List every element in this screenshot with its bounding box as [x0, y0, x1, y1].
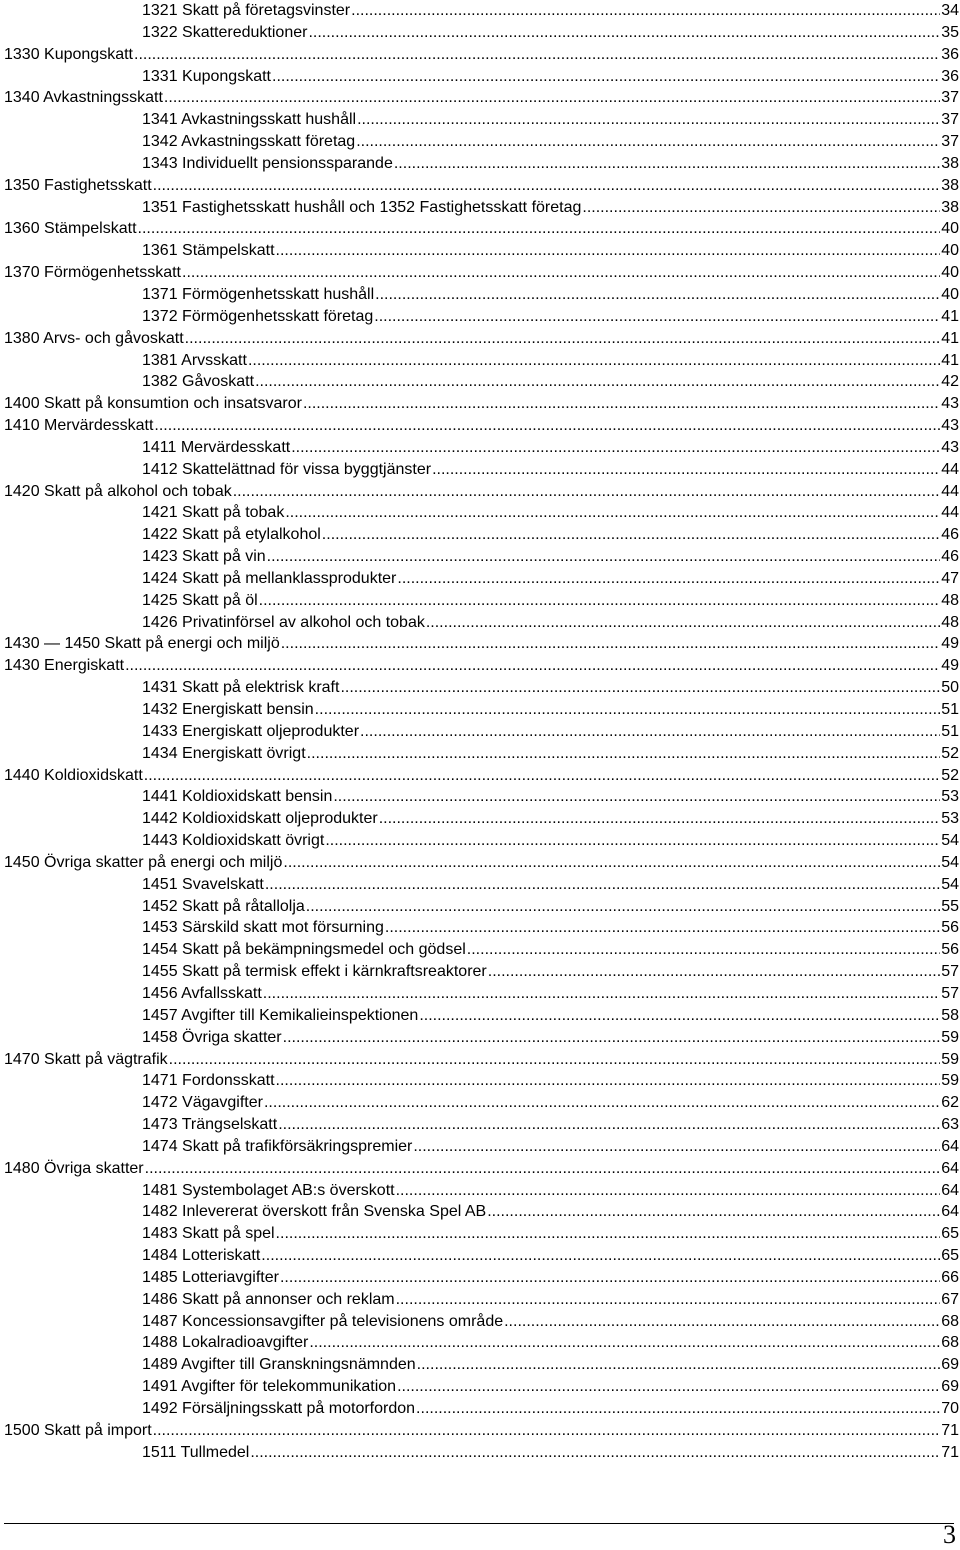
toc-entry[interactable]: [4, 721, 959, 743]
toc-entry-page: 35: [941, 23, 959, 41]
toc-entry-title: 1381 Arvsskatt: [142, 351, 247, 369]
toc-entry-page: 36: [941, 45, 959, 63]
toc-entry-page: 40: [941, 242, 959, 260]
toc-entry-page: 58: [941, 1006, 959, 1024]
toc-entry[interactable]: [4, 328, 959, 350]
dot-leader: [394, 153, 940, 175]
toc-entry-page: 59: [941, 1072, 959, 1090]
toc-entry-title: 1480 Övriga skatter: [4, 1159, 144, 1177]
dot-leader: [309, 1332, 940, 1354]
toc-entry-page: 38: [941, 176, 959, 194]
dot-leader: [307, 743, 940, 765]
dot-leader: [413, 1136, 940, 1158]
toc-entry[interactable]: [4, 1136, 959, 1158]
dot-leader: [182, 262, 940, 284]
toc-entry-title: 1470 Skatt på vägtrafik: [4, 1050, 168, 1068]
toc-entry-title: 1350 Fastighetsskatt: [4, 176, 152, 194]
dot-leader: [267, 546, 940, 568]
toc-entry[interactable]: [4, 808, 959, 830]
toc-entry-title: 1424 Skatt på mellanklassprodukter: [142, 569, 397, 587]
toc-entry-page: 49: [941, 657, 959, 675]
toc-entry[interactable]: [4, 1180, 959, 1202]
toc-entry[interactable]: [4, 284, 959, 306]
toc-entry-title: 1484 Lotteriskatt: [142, 1247, 261, 1265]
toc-entry-page: 57: [941, 963, 959, 981]
toc-entry-title: 1441 Koldioxidskatt bensin: [142, 788, 333, 806]
dot-leader: [360, 721, 940, 743]
toc-entry[interactable]: [4, 22, 959, 44]
toc-entry[interactable]: [4, 218, 959, 240]
dot-leader: [153, 175, 940, 197]
toc-entry[interactable]: [4, 1049, 959, 1071]
toc-entry[interactable]: [4, 1311, 959, 1333]
toc-entry-page: 51: [941, 722, 959, 740]
toc-entry-title: 1423 Skatt på vin: [142, 548, 266, 566]
dot-leader: [250, 1442, 940, 1464]
toc-entry[interactable]: [4, 44, 959, 66]
dot-leader: [138, 218, 940, 240]
toc-entry[interactable]: [4, 350, 959, 372]
toc-entry-title: 1321 Skatt på företagsvinster: [142, 2, 351, 19]
dot-leader: [397, 1376, 940, 1398]
dot-leader: [263, 983, 940, 1005]
toc-entry[interactable]: [4, 459, 959, 481]
toc-entry[interactable]: [4, 765, 959, 787]
toc-entry-title: 1451 Svavelskatt: [142, 875, 264, 893]
toc-entry-title: 1473 Trängselskatt: [142, 1116, 278, 1134]
toc-entry[interactable]: [4, 546, 959, 568]
toc-entry-page: 69: [941, 1356, 959, 1374]
dot-leader: [375, 284, 940, 306]
toc-entry-title: 1486 Skatt på annonser och reklam: [142, 1290, 395, 1308]
toc-entry-title: 1450 Övriga skatter på energi och miljö: [4, 853, 283, 871]
toc-entry-page: 46: [941, 548, 959, 566]
dot-leader: [432, 459, 940, 481]
toc-entry-page: 46: [941, 526, 959, 544]
toc-entry-title: 1440 Koldioxidskatt: [4, 766, 143, 784]
dot-leader: [185, 328, 940, 350]
toc-entry-title: 1426 Privatinförsel av alkohol och tobak: [142, 613, 425, 631]
dot-leader: [285, 502, 940, 524]
toc-entry-title: 1471 Fordonsskatt: [142, 1072, 275, 1090]
toc-entry-page: 47: [941, 569, 959, 587]
toc-entry[interactable]: [4, 502, 959, 524]
toc-entry-title: 1485 Lotteriavgifter: [142, 1268, 279, 1286]
dot-leader: [280, 1267, 940, 1289]
toc-entry[interactable]: [4, 153, 959, 175]
dot-leader: [397, 568, 940, 590]
toc-entry[interactable]: [4, 677, 959, 699]
toc-entry[interactable]: [4, 87, 959, 109]
toc-entry-page: 43: [941, 395, 959, 413]
toc-entry-title: 1488 Lokalradioavgifter: [142, 1334, 309, 1352]
toc-entry-page: 48: [941, 591, 959, 609]
toc-entry-title: 1340 Avkastningsskatt: [4, 89, 163, 107]
toc-entry-title: 1482 Inlevererat överskott från Svenska Spel AB: [142, 1203, 487, 1221]
toc-entry-title: 1432 Energiskatt bensin: [142, 701, 314, 718]
toc-entry-page: 43: [941, 438, 959, 456]
toc-entry-page: 54: [941, 875, 959, 893]
toc-entry[interactable]: [4, 830, 959, 852]
toc-entry-title: 1511 Tullmedel: [142, 1443, 250, 1461]
toc-entry-page: 63: [941, 1116, 959, 1134]
toc-entry[interactable]: [4, 1114, 959, 1136]
toc-entry-page: 41: [941, 351, 959, 369]
toc-entry-page: 71: [941, 1443, 959, 1461]
toc-entry-title: 1456 Avfallsskatt: [142, 984, 262, 1002]
toc-entry-title: 1400 Skatt på konsumtion och insatsvaror: [4, 395, 302, 413]
toc-entry-title: 1380 Arvs- och gåvoskatt: [4, 329, 184, 347]
dot-leader: [351, 0, 940, 22]
toc-entry-page: 59: [941, 1028, 959, 1046]
toc-entry[interactable]: [4, 1332, 959, 1354]
toc-entry-title: 1410 Mervärdesskatt: [4, 417, 154, 435]
dot-leader: [467, 939, 940, 961]
toc-entry[interactable]: [4, 109, 959, 131]
toc-entry-title: 1487 Koncessionsavgifter på televisionens område: [142, 1312, 504, 1330]
dot-leader: [487, 1201, 940, 1223]
toc-entry[interactable]: [4, 568, 959, 590]
toc-entry[interactable]: [4, 415, 959, 437]
toc-entry[interactable]: [4, 743, 959, 765]
toc-entry[interactable]: [4, 874, 959, 896]
toc-entry[interactable]: [4, 786, 959, 808]
toc-entry[interactable]: [4, 240, 959, 262]
toc-entry-page: 64: [941, 1159, 959, 1177]
dot-leader: [276, 1070, 940, 1092]
toc-entry-title: 1434 Energiskatt övrigt: [142, 744, 306, 762]
dot-leader: [356, 131, 940, 153]
toc-entry-title: 1330 Kupongskatt: [4, 45, 133, 63]
toc-entry-title: 1372 Förmögenhetsskatt företag: [142, 307, 374, 325]
toc-entry[interactable]: [4, 1354, 959, 1376]
toc-entry[interactable]: [4, 371, 959, 393]
dot-leader: [169, 1049, 940, 1071]
toc-entry-title: 1433 Energiskatt oljeprodukter: [142, 722, 360, 740]
toc-entry-page: 71: [941, 1421, 959, 1439]
dot-leader: [504, 1311, 940, 1333]
toc-entry[interactable]: [4, 1092, 959, 1114]
dot-leader: [291, 437, 940, 459]
toc-entry-page: 53: [941, 788, 959, 806]
toc-entry[interactable]: [4, 1442, 959, 1464]
dot-leader: [357, 109, 940, 131]
dot-leader: [164, 87, 940, 109]
toc-entry[interactable]: [4, 633, 959, 655]
dot-leader: [278, 1114, 940, 1136]
toc-entry[interactable]: [4, 961, 959, 983]
toc-entry-page: 37: [941, 89, 959, 107]
toc-entry-title: 1420 Skatt på alkohol och tobak: [4, 482, 232, 500]
toc-entry-title: 1431 Skatt på elektrisk kraft: [142, 679, 340, 697]
toc-entry-title: 1483 Skatt på spel: [142, 1225, 275, 1243]
toc-entry-page: 38: [941, 154, 959, 172]
toc-entry[interactable]: [4, 1070, 959, 1092]
toc-entry-page: 65: [941, 1247, 959, 1265]
dot-leader: [265, 874, 940, 896]
dot-leader: [333, 786, 940, 808]
dot-leader: [426, 612, 940, 634]
toc-entry-page: 41: [941, 307, 959, 325]
toc-entry[interactable]: [4, 437, 959, 459]
toc-entry-title: 1452 Skatt på råtallolja: [142, 897, 305, 915]
toc-entry[interactable]: [4, 590, 959, 612]
dot-leader: [488, 961, 940, 983]
toc-entry-page: 40: [941, 264, 959, 282]
toc-entry-title: 1425 Skatt på öl: [142, 591, 258, 609]
dot-leader: [315, 699, 940, 721]
toc-entry-title: 1351 Fastighetsskatt hushåll och 1352 Fastighetsskatt företag: [142, 198, 582, 216]
toc-entry-page: 52: [941, 744, 959, 762]
toc-entry-title: 1331 Kupongskatt: [142, 67, 271, 85]
toc-entry[interactable]: [4, 1245, 959, 1267]
dot-leader: [379, 808, 940, 830]
toc-entry-page: 44: [941, 482, 959, 500]
toc-entry-page: 37: [941, 133, 959, 151]
dot-leader: [417, 1354, 940, 1376]
dot-leader: [125, 655, 940, 677]
toc-entry-page: 54: [941, 853, 959, 871]
toc-entry-page: 55: [941, 897, 959, 915]
table-of-contents: [4, 0, 959, 1464]
toc-entry[interactable]: [4, 1158, 959, 1180]
toc-entry-page: 57: [941, 984, 959, 1002]
toc-entry[interactable]: [4, 896, 959, 918]
dot-leader: [153, 1420, 940, 1442]
toc-entry-page: 68: [941, 1312, 959, 1330]
toc-entry-page: 56: [941, 919, 959, 937]
toc-entry-title: 1454 Skatt på bekämpningsmedel och gödsel: [142, 941, 466, 959]
toc-entry-title: 1422 Skatt på etylalkohol: [142, 526, 321, 544]
toc-entry-page: 40: [941, 220, 959, 238]
dot-leader: [396, 1289, 940, 1311]
dot-leader: [281, 633, 940, 655]
toc-entry[interactable]: [4, 175, 959, 197]
toc-entry-page: 38: [941, 198, 959, 216]
toc-entry-title: 1370 Förmögenhetsskatt: [4, 264, 181, 282]
toc-entry-page: 69: [941, 1378, 959, 1396]
dot-leader: [582, 197, 940, 219]
footer-rule: [4, 1523, 954, 1524]
toc-entry[interactable]: [4, 1267, 959, 1289]
dot-leader: [134, 44, 940, 66]
dot-leader: [340, 677, 940, 699]
dot-leader: [255, 371, 940, 393]
dot-leader: [276, 1223, 940, 1245]
toc-entry-page: 52: [941, 766, 959, 784]
toc-entry[interactable]: [4, 852, 959, 874]
dot-leader: [272, 66, 940, 88]
toc-entry-title: 1458 Övriga skatter: [142, 1028, 282, 1046]
toc-entry-page: 70: [941, 1400, 959, 1417]
toc-entry[interactable]: [4, 131, 959, 153]
dot-leader: [396, 1180, 940, 1202]
toc-entry-page: 51: [941, 701, 959, 718]
toc-entry-title: 1360 Stämpelskatt: [4, 220, 137, 238]
toc-entry-page: 68: [941, 1334, 959, 1352]
dot-leader: [276, 240, 940, 262]
toc-entry[interactable]: [4, 524, 959, 546]
toc-entry[interactable]: [4, 917, 959, 939]
toc-entry-title: 1442 Koldioxidskatt oljeprodukter: [142, 810, 378, 828]
dot-leader: [322, 524, 940, 546]
toc-entry[interactable]: [4, 655, 959, 677]
toc-entry[interactable]: [4, 1398, 959, 1420]
toc-entry[interactable]: [4, 1027, 959, 1049]
toc-entry-title: 1411 Mervärdesskatt: [142, 438, 291, 456]
toc-entry-page: 54: [941, 832, 959, 850]
dot-leader: [154, 415, 940, 437]
toc-entry-page: 50: [941, 679, 959, 697]
toc-entry[interactable]: [4, 1005, 959, 1027]
dot-leader: [374, 306, 940, 328]
toc-entry-title: 1343 Individuellt pensionssparande: [142, 154, 393, 172]
toc-entry[interactable]: [4, 481, 959, 503]
dot-leader: [325, 830, 940, 852]
toc-entry[interactable]: [4, 1420, 959, 1442]
toc-entry-page: 43: [941, 417, 959, 435]
toc-entry-page: 40: [941, 285, 959, 303]
toc-entry-page: 42: [941, 373, 959, 391]
dot-leader: [145, 1158, 940, 1180]
toc-entry[interactable]: [4, 66, 959, 88]
toc-entry-page: 36: [941, 67, 959, 85]
toc-entry[interactable]: [4, 1223, 959, 1245]
toc-entry-title: 1457 Avgifter till Kemikalieinspektionen: [142, 1006, 419, 1024]
toc-entry-page: 49: [941, 635, 959, 653]
dot-leader: [283, 852, 940, 874]
dot-leader: [306, 896, 940, 918]
toc-entry-title: 1443 Koldioxidskatt övrigt: [142, 832, 325, 850]
dot-leader: [308, 22, 940, 44]
toc-entry-page: 44: [941, 504, 959, 522]
toc-entry[interactable]: [4, 1201, 959, 1223]
toc-entry-page: 34: [941, 2, 959, 19]
toc-entry-title: 1474 Skatt på trafikförsäkringspremier: [142, 1137, 413, 1155]
toc-entry-title: 1430 — 1450 Skatt på energi och miljö: [4, 635, 280, 653]
dot-leader: [144, 765, 940, 787]
toc-entry-title: 1382 Gåvoskatt: [142, 373, 255, 391]
toc-entry[interactable]: [4, 393, 959, 415]
dot-leader: [303, 393, 940, 415]
toc-entry-title: 1322 Skattereduktioner: [142, 23, 308, 41]
toc-entry-title: 1491 Avgifter för telekommunikation: [142, 1378, 397, 1396]
toc-entry[interactable]: [4, 0, 959, 22]
dot-leader: [248, 350, 940, 372]
toc-entry-page: 65: [941, 1225, 959, 1243]
toc-entry-page: 44: [941, 460, 959, 478]
toc-entry-title: 1455 Skatt på termisk effekt i kärnkraftsreaktorer: [142, 963, 487, 981]
toc-entry-title: 1341 Avkastningsskatt hushåll: [142, 111, 357, 129]
toc-entry-page: 66: [941, 1268, 959, 1286]
page-number: 3: [943, 1520, 956, 1549]
toc-entry[interactable]: [4, 1289, 959, 1311]
toc-entry-title: 1453 Särskild skatt mot försurning: [142, 919, 384, 937]
toc-entry-page: 56: [941, 941, 959, 959]
toc-entry-title: 1430 Energiskatt: [4, 657, 125, 675]
toc-entry-title: 1489 Avgifter till Granskningsnämnden: [142, 1356, 416, 1374]
toc-entry-page: 37: [941, 111, 959, 129]
toc-entry[interactable]: [4, 983, 959, 1005]
toc-entry-title: 1361 Stämpelskatt: [142, 242, 275, 260]
toc-entry-page: 53: [941, 810, 959, 828]
toc-entry-title: 1492 Försäljningsskatt på motorfordon: [142, 1400, 416, 1417]
toc-entry-page: 62: [941, 1094, 959, 1112]
toc-entry-page: 59: [941, 1050, 959, 1068]
dot-leader: [419, 1005, 940, 1027]
toc-entry-title: 1412 Skattelättnad för vissa byggtjänster: [142, 460, 432, 478]
toc-entry-title: 1371 Förmögenhetsskatt hushåll: [142, 285, 375, 303]
toc-entry-page: 41: [941, 329, 959, 347]
toc-entry[interactable]: [4, 699, 959, 721]
toc-entry-title: 1421 Skatt på tobak: [142, 504, 285, 522]
toc-entry[interactable]: [4, 262, 959, 284]
toc-entry-title: 1342 Avkastningsskatt företag: [142, 133, 356, 151]
toc-entry[interactable]: [4, 939, 959, 961]
toc-entry[interactable]: [4, 1376, 959, 1398]
dot-leader: [283, 1027, 940, 1049]
toc-entry[interactable]: [4, 306, 959, 328]
toc-entry[interactable]: [4, 197, 959, 219]
toc-entry-page: 64: [941, 1181, 959, 1199]
toc-entry[interactable]: [4, 612, 959, 634]
toc-entry-page: 64: [941, 1137, 959, 1155]
dot-leader: [264, 1092, 940, 1114]
toc-entry-page: 67: [941, 1290, 959, 1308]
dot-leader: [233, 481, 940, 503]
dot-leader: [261, 1245, 940, 1267]
dot-leader: [416, 1398, 940, 1420]
dot-leader: [385, 917, 940, 939]
toc-entry-title: 1472 Vägavgifter: [142, 1094, 263, 1112]
toc-entry-page: 48: [941, 613, 959, 631]
dot-leader: [259, 590, 940, 612]
toc-entry-title: 1481 Systembolaget AB:s överskott: [142, 1181, 395, 1199]
toc-entry-title: 1500 Skatt på import: [4, 1421, 152, 1439]
toc-entry-page: 64: [941, 1203, 959, 1221]
